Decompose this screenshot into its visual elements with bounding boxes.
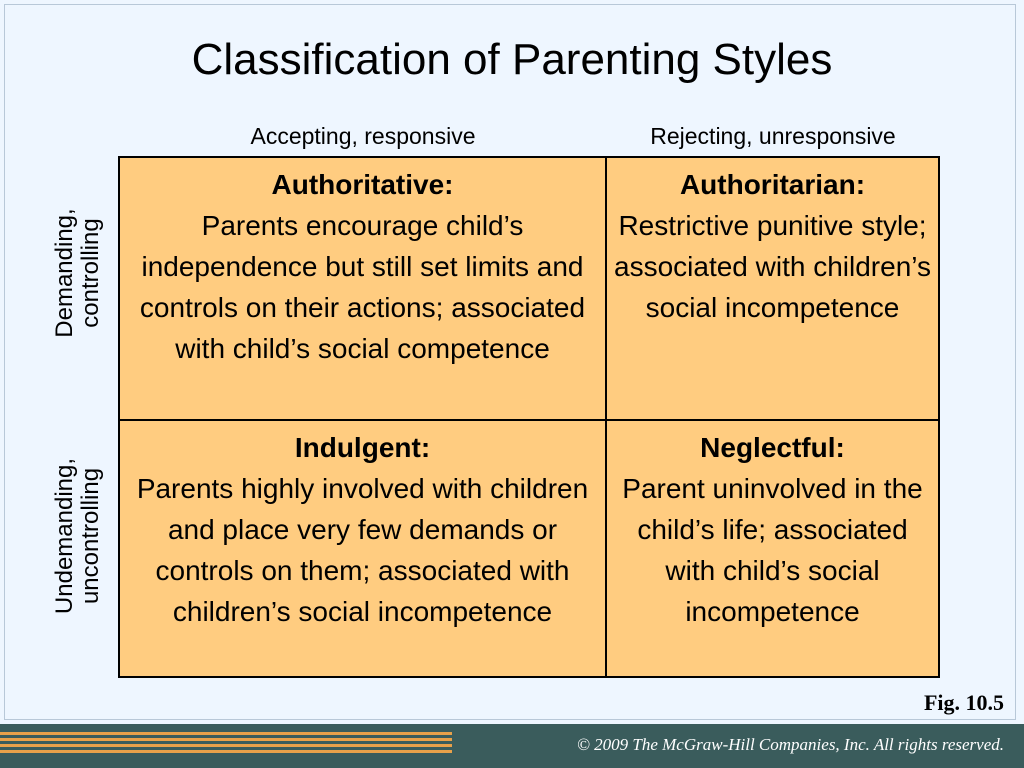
cell-authoritative-text: Parents encourage child’s independence but still set limits and controls on their actions; associated with child’s social competence bbox=[139, 210, 586, 364]
row-label-undemanding-line2: uncontrolling bbox=[77, 467, 104, 605]
row-label-undemanding-line1: Undemanding, bbox=[51, 457, 78, 615]
cell-neglectful bbox=[607, 421, 938, 676]
row-label-undemanding bbox=[52, 431, 112, 641]
parenting-styles-grid bbox=[118, 156, 940, 678]
slide-title: Classification of Parenting Styles bbox=[191, 35, 833, 84]
cell-neglectful-title: Neglectful: bbox=[700, 432, 845, 463]
cell-authoritative-title: Authoritative: bbox=[271, 169, 454, 200]
row-label-demanding bbox=[52, 168, 112, 378]
cell-indulgent-title: Indulgent: bbox=[294, 432, 431, 463]
cell-authoritative bbox=[120, 158, 607, 421]
cell-indulgent-text: Parents highly involved with children and place very few demands or controls on them; associated with children’s social incompetence bbox=[136, 473, 589, 627]
cell-authoritarian-title: Authoritarian: bbox=[679, 169, 866, 200]
column-header-rejecting: Rejecting, unresponsive bbox=[650, 123, 896, 149]
footer-bar bbox=[0, 724, 1024, 768]
column-header-accepting: Accepting, responsive bbox=[250, 123, 476, 149]
copyright-notice: © 2009 The McGraw-Hill Companies, Inc. All rights reserved. bbox=[576, 735, 1004, 754]
cell-authoritarian bbox=[607, 158, 938, 421]
row-label-demanding-line1: Demanding, bbox=[51, 208, 78, 338]
cell-authoritarian-text: Restrictive punitive style; associated with children’s social incompetence bbox=[614, 210, 931, 323]
cell-indulgent bbox=[120, 421, 607, 676]
figure-label: Fig. 10.5 bbox=[923, 690, 1004, 715]
row-label-demanding-line2: controlling bbox=[77, 218, 104, 328]
cell-neglectful-text: Parent uninvolved in the child’s life; associated with child’s social incompetence bbox=[622, 473, 923, 627]
footer-stripes bbox=[0, 732, 452, 756]
